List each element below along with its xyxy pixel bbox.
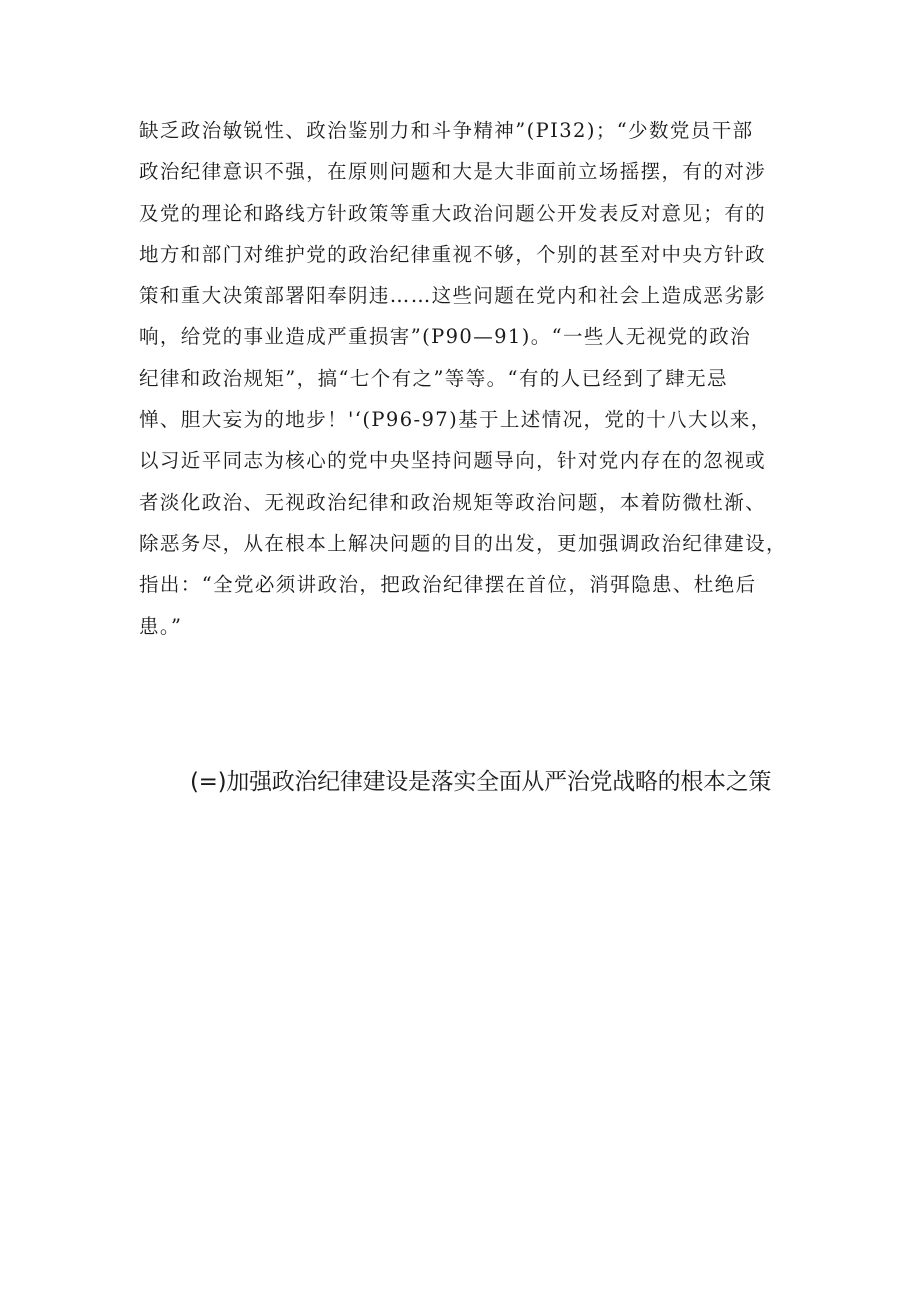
paragraph-line: 指出：“全党必须讲政治，把政治纪律摆在首位，消弭隐患、杜绝后 <box>139 573 757 597</box>
paragraph-line: 缺乏政治敏锐性、政治鉴别力和斗争精神”(PI32)；“少数党员干部 <box>139 119 754 142</box>
paragraph-line: 纪律和政治规矩”，搞“七个有之”等等。“有的人已经到了肆无忌 <box>139 366 728 390</box>
paragraph-line: 地方和部门对维护党的政治纪律重视不够，个别的甚至对中央方针政 <box>139 242 767 266</box>
paragraph-line: 响，给党的事业造成严重损害”(P90—91)。“一些人无视党的政治 <box>139 325 752 349</box>
body-paragraph <box>139 110 799 647</box>
paragraph-line: 以习近平同志为核心的党中央坚持问题导向，针对党内存在的忽视或 <box>139 449 767 473</box>
paragraph-line: 政治纪律意识不强，在原则问题和大是大非面前立场摇摆，有的对涉 <box>139 160 767 184</box>
paragraph-line: 策和重大决策部署阳奉阴违……这些问题在党内和社会上造成恶劣影 <box>139 284 767 308</box>
paragraph-line: 惮、胆大妄为的地步！'‘(P96-97)基于上述情况，党的十八大以来， <box>139 408 772 432</box>
section-heading: (=)加强政治纪律建设是落实全面从严治党战略的根本之策 <box>190 769 772 795</box>
paragraph-line: 及党的理论和路线方针政策等重大政治问题公开发表反对意见；有的 <box>139 201 767 225</box>
paragraph-line: 者淡化政治、无视政治纪律和政治规矩等政治问题，本着防微杜渐、 <box>139 490 767 514</box>
paragraph-line: 患。” <box>139 614 183 638</box>
paragraph-line: 除恶务尽，从在根本上解决问题的目的出发，更加强调政治纪律建设， <box>139 531 787 555</box>
